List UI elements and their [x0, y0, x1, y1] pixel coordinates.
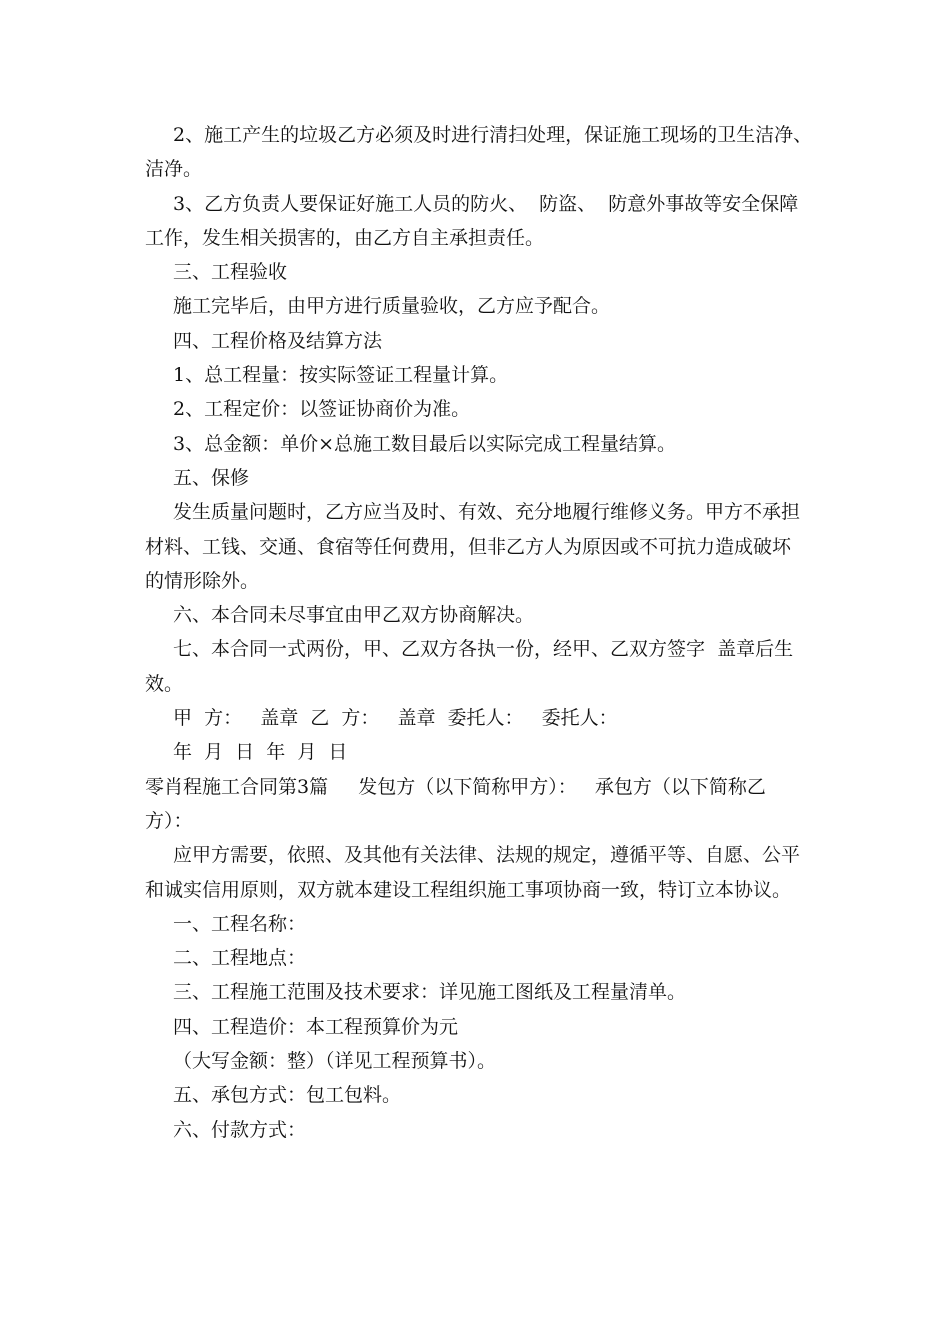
document-line: 甲 方： 盖章 乙 方： 盖章 委托人： 委托人：: [173, 707, 618, 730]
document-line: 发生质量问题时，乙方应当及时、有效、充分地履行维修义务。甲方不承担: [173, 501, 801, 524]
document-line: 的情形除外。: [145, 569, 260, 592]
document-line: 四、工程造价：本工程预算价为元: [173, 1015, 459, 1038]
document-line: 和诚实信用原则，双方就本建设工程组织施工事项协商一致，特订立本协议。: [145, 878, 792, 901]
document-line: 五、承包方式：包工包料。: [173, 1084, 402, 1107]
document-line: 年 月 日 年 月 日: [173, 741, 348, 764]
document-line: 一、工程名称：: [173, 912, 307, 935]
document-line: 三、工程施工范围及技术要求：详见施工图纸及工程量清单。: [173, 981, 687, 1004]
document-line: 3、总金额：单价×总施工数目最后以实际完成工程量结算。: [173, 432, 677, 455]
document-line: 洁净。: [145, 158, 203, 181]
document-line: 2、工程定价：以签证协商价为准。: [173, 398, 471, 421]
document-line: 六、本合同未尽事宜由甲乙双方协商解决。: [173, 604, 535, 627]
document-line: 效。: [145, 672, 184, 695]
document-line: 工作，发生相关损害的，由乙方自主承担责任。: [145, 226, 545, 249]
document-line: 3、乙方负责人要保证好施工人员的防火、 防盗、 防意外事故等安全保障: [173, 192, 799, 215]
document-line: 零肖程施工合同第3篇 发包方（以下简称甲方）： 承包方（以下简称乙: [145, 775, 766, 798]
document-line: 材料、工钱、交通、食宿等任何费用，但非乙方人为原因或不可抗力造成破坏: [145, 535, 792, 558]
document-line: 2、施工产生的垃圾乙方必须及时进行清扫处理，保证施工现场的卫生洁净、: [173, 124, 813, 146]
document-line: 五、保修: [173, 466, 250, 489]
document-line: （大写金额：整）（详见工程预算书）。: [173, 1050, 497, 1073]
document-line: 二、工程地点：: [173, 947, 307, 970]
document-line: 应甲方需要，依照、及其他有关法律、法规的规定，遵循平等、自愿、公平: [173, 844, 801, 867]
document-line: 四、工程价格及结算方法: [173, 329, 383, 352]
document-line: 方）：: [145, 809, 193, 832]
document-line: 六、付款方式：: [173, 1118, 307, 1141]
document-line: 1、总工程量：按实际签证工程量计算。: [173, 364, 509, 387]
document-line: 三、工程验收: [173, 261, 288, 284]
document-line: 七、本合同一式两份，甲、乙双方各执一份，经甲、乙双方签字 盖章后生: [173, 638, 794, 661]
document-body: [145, 118, 825, 1147]
document-line: 施工完毕后，由甲方进行质量验收，乙方应予配合。: [173, 295, 611, 318]
